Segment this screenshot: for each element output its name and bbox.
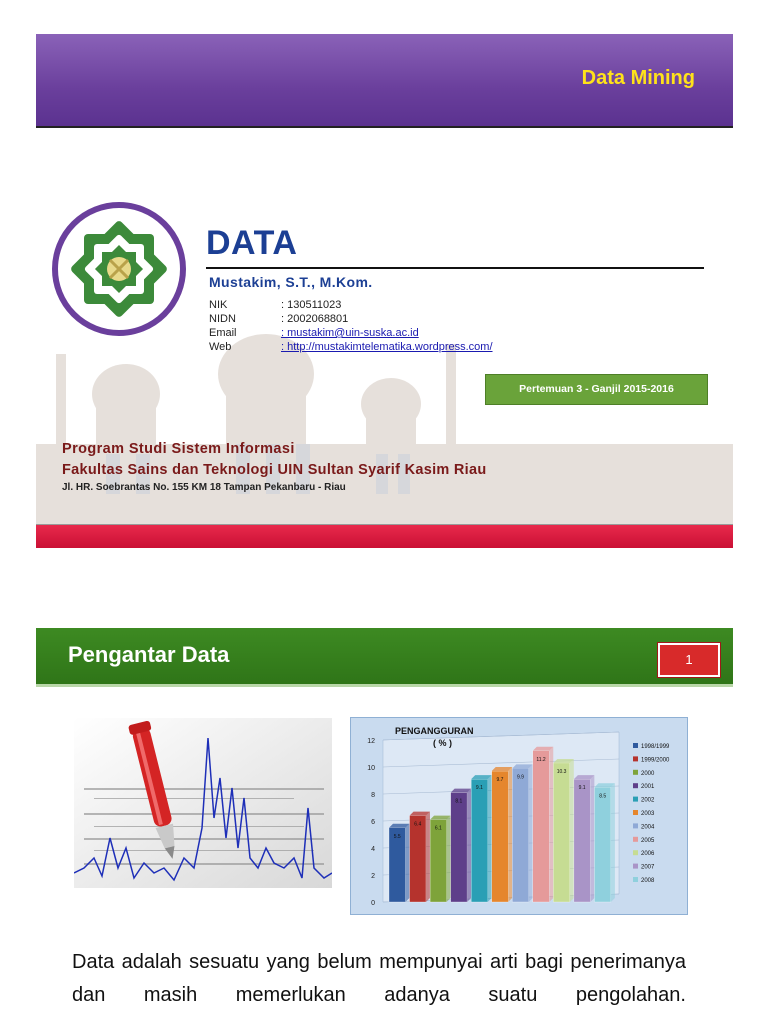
legend-label: 2008 [641,878,655,884]
legend-swatch [633,850,638,855]
data-label: 8.1 [455,798,463,805]
slide-footer-bar [36,524,733,548]
data-label: 9.9 [517,774,524,781]
data-label: 6.1 [434,825,442,832]
content-slide [36,628,733,1024]
info-key: NIK [209,299,228,311]
y-tick-label: 10 [367,765,375,772]
legend-label: 1998/1999 [641,744,670,750]
legend-label: 1999/2000 [641,757,670,764]
bar-side [549,747,553,902]
y-tick-label: 12 [367,738,375,745]
data-label: 5.5 [393,833,401,840]
bar [594,787,610,902]
slide-title: Pengantar Data [68,642,230,667]
meeting-badge: Pertemuan 3 - Ganjil 2015-2016 [485,374,708,405]
info-row-nidn [209,312,493,326]
study-program: Program Studi Sistem Informasi [62,441,295,457]
slide-header [36,628,733,687]
y-tick-label: 0 [371,900,375,907]
title-slide [36,34,733,548]
unemployment-chart [350,717,688,915]
bar-side [611,783,615,902]
bar [492,771,508,902]
info-value: : 130511023 [281,299,342,311]
bar-side [447,816,451,902]
course-title: Data Mining [581,67,695,89]
info-key: Web [209,341,232,353]
bar-side [426,812,430,902]
bar [533,751,549,902]
legend-label: 2001 [641,784,655,791]
author-name: Mustakim, S.T., M.Kom. [209,274,373,290]
legend-swatch [633,756,638,761]
pen-on-chart-photo [74,718,332,888]
legend-label: 2000 [641,770,655,777]
legend-swatch [633,823,638,828]
bar-side [590,775,594,902]
legend-swatch [633,770,638,775]
page-number-badge: 1 [658,643,720,677]
bar [574,779,590,902]
bar-side [508,767,512,902]
y-tick-label: 2 [371,873,375,880]
chart-title: ( % ) [433,738,452,748]
data-label: 8.5 [599,793,607,800]
data-label: 10.3 [556,768,567,775]
bar-side [467,789,471,902]
body-text: Data adalah sesuatu yang belum mempunyai arti bagi penerimanya dan masih memerlukan adanya suatu pengolahan. [72,951,686,1006]
author-info [209,298,493,354]
y-tick-label: 6 [371,819,375,826]
y-tick-label: 8 [371,792,375,799]
legend-label: 2003 [641,811,655,817]
legend-swatch [633,743,638,748]
slide-title: DATA [206,224,298,262]
university-logo [50,200,188,338]
legend-swatch [633,864,638,869]
bar [553,763,569,902]
address: Jl. HR. Soebrantas No. 155 KM 18 Tampan Pekanbaru - Riau [62,482,346,493]
bar [410,816,426,902]
info-value: : 2002068801 [281,313,349,325]
legend-swatch [633,797,638,802]
data-label: 9.1 [475,785,483,792]
bar-chart-svg [351,718,687,914]
website-link[interactable]: : http://mustakimtelematika.wordpress.com/ [281,341,493,353]
slide-header [36,34,733,128]
legend-label: 2007 [641,864,655,871]
info-row-email [209,326,493,340]
bar [471,779,487,902]
data-label: 9.7 [496,777,504,784]
legend-swatch [633,783,638,788]
mosque-background-image [36,334,733,524]
bar [451,793,467,902]
chart-title: PENGANGGURAN [395,726,474,736]
legend-label: 2006 [641,851,655,858]
faculty-name: Fakultas Sains dan Teknologi UIN Sultan Syarif Kasim Riau [62,462,487,478]
legend-label: 2002 [641,797,655,804]
bar-side [488,775,492,902]
data-label: 6.4 [414,821,422,828]
bar-side [405,824,409,902]
info-row-nik [209,298,493,312]
legend-label: 2005 [641,837,655,844]
legend-swatch [633,877,638,882]
bar [430,820,446,902]
bar [512,768,528,902]
email-link[interactable]: : mustakim@uin-suska.ac.id [281,327,419,339]
data-label: 9.1 [578,785,586,792]
bar-side [529,764,533,902]
y-tick-label: 4 [371,846,375,853]
legend-swatch [633,837,638,842]
bar-side [570,759,574,902]
legend-swatch [633,810,638,815]
legend-label: 2004 [641,824,655,831]
info-key: Email [209,327,237,339]
info-key: NIDN [209,313,236,325]
info-row-web [209,340,493,354]
title-divider [206,267,704,269]
data-label: 11.2 [536,756,546,763]
